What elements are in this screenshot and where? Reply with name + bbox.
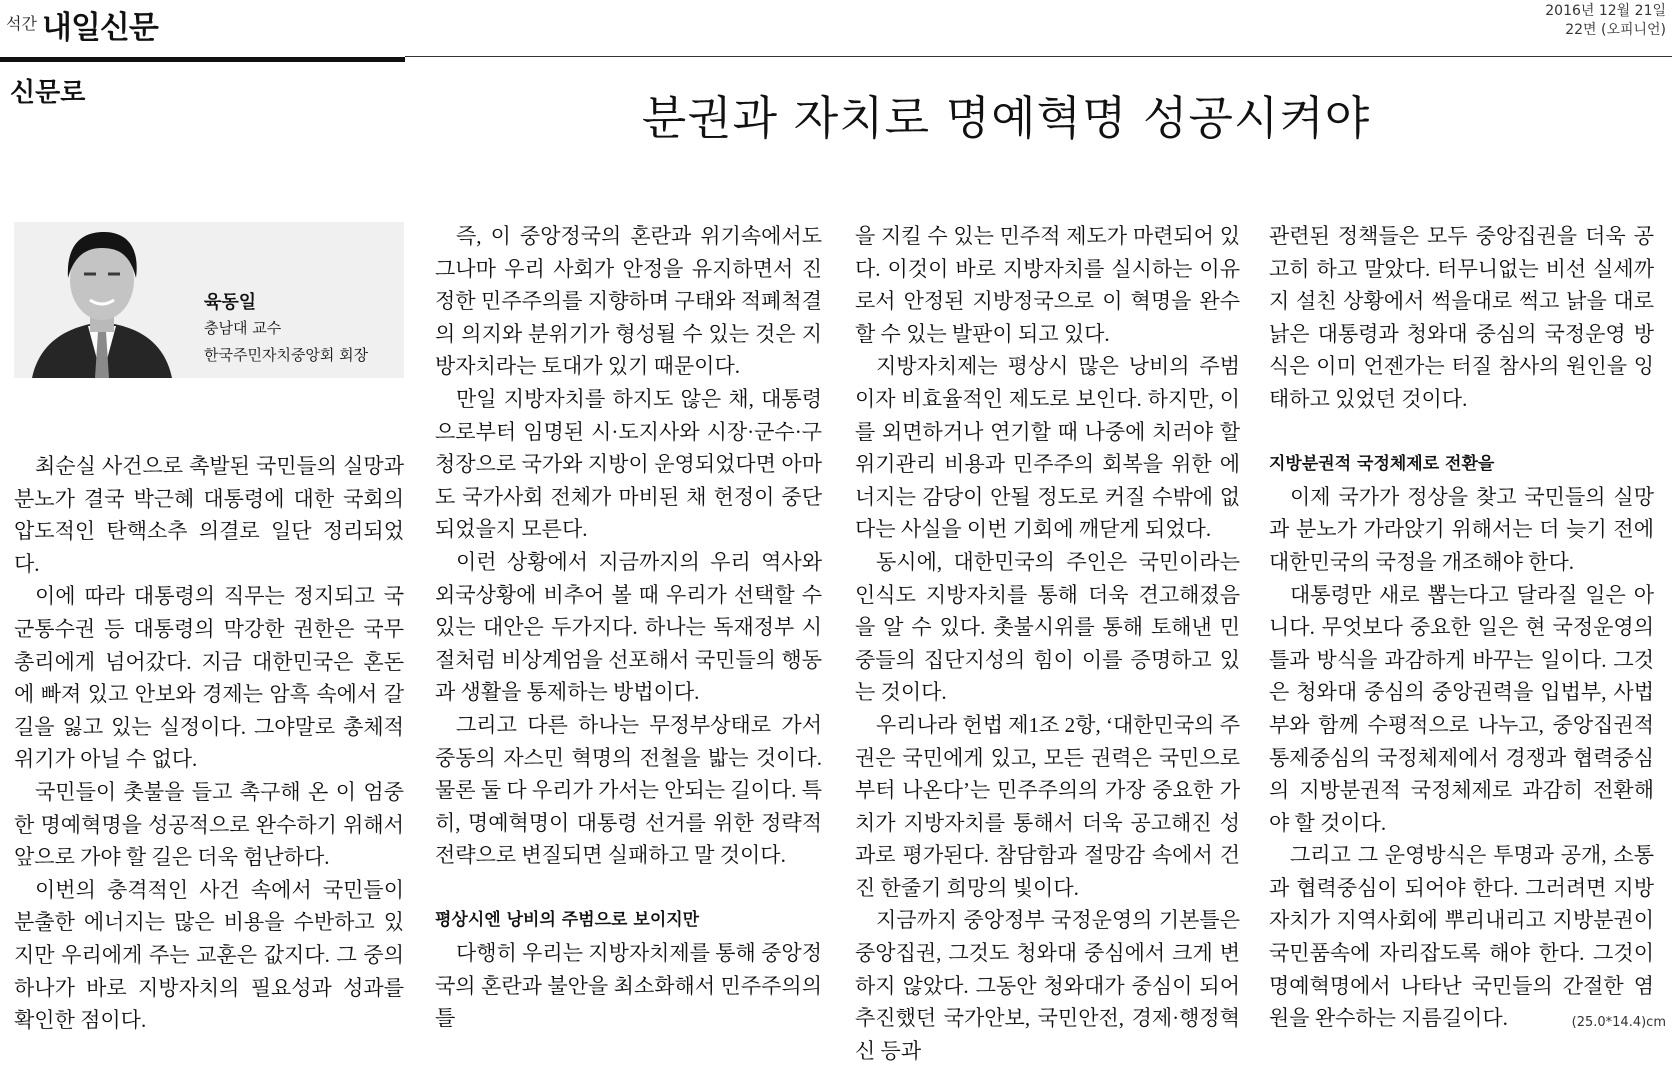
subheading: 평상시엔 낭비의 주범으로 보이지만 xyxy=(435,910,700,931)
paragraph: 최순실 사건으로 촉발된 국민들의 실망과 분노가 결국 박근혜 대통령에 대한 국회의 압도적인 탄핵소추 의결로 일단 정리되었다. xyxy=(14,454,404,576)
size-note: (25.0*14.4)cm xyxy=(1571,1015,1666,1030)
masthead-name: 내일신문 xyxy=(42,10,158,46)
article-column-3 xyxy=(855,220,1240,1067)
paragraph: 대통령만 새로 뽑는다고 달라질 일은 아니다. 무엇보다 중요한 일은 현 국정운영의 틀과 방식을 과감하게 바꾸는 일이다. 그것은 청와대 중심의 중앙권력을 입법부, 사법부와 함께 수평적으로 나누고, 중앙집권적 통제중심의 국정체제에서 경쟁과 협력중심의 지방분권적 국정체제로 과감히 전환해야 할 것이다. xyxy=(1269,582,1654,835)
issue-page: 22면 (오피니언) xyxy=(1565,22,1666,38)
paragraph: 만일 지방자치를 하지도 않은 채, 대통령으로부터 임명된 시·도지사와 시장·군수·구청장으로 국가와 지방이 운영되었다면 아마도 국가사회 전체가 마비된 채 헌정이 중단되었을지 모른다. xyxy=(435,386,822,542)
paragraph: 지금까지 중앙정부 국정운영의 기본틀은 중앙집권, 그것도 청와대 중심에서 크게 변하지 않았다. 그동안 청와대가 중심이 되어 추진했던 국가안보, 국민안전, 경제·행정혁신 등과 xyxy=(855,908,1240,1063)
paragraph: 동시에, 대한민국의 주인은 국민이라는 인식도 지방자치를 통해 더욱 견고해졌음을 알 수 있다. 촛불시위를 통해 토해낸 민중들의 집단지성의 힘이 이를 증명하고 있는 것이다. xyxy=(855,549,1240,705)
paragraph: 이번의 충격적인 사건 속에서 국민들이 분출한 에너지는 많은 비용을 수반하고 있지만 우리에게 주는 교훈은 값지다. 그 중의 하나가 바로 지방자치의 필요성과 성과를 확인한 점이다. xyxy=(14,877,404,1033)
paragraph: 이에 따라 대통령의 직무는 정지되고 국군통수권 등 대통령의 막강한 권한은 국무총리에게 넘어갔다. 지금 대한민국은 혼돈에 빠져 있고 안보와 경제는 암흑 속에서 갈 길을 잃고 있는 실정이다. 그야말로 총체적 위기가 아닐 수 없다. xyxy=(14,584,404,772)
subheading: 지방분권적 국정체제로 전환을 xyxy=(1269,454,1495,475)
article-column-2 xyxy=(435,220,822,1035)
paragraph: 이제 국가가 정상을 찾고 국민들의 실망과 분노가 가라앉기 위해서는 더 늦기 전에 대한민국의 국정을 개조해야 한다. xyxy=(1269,484,1654,574)
section-label: 신문로 xyxy=(10,78,86,108)
section-rule xyxy=(0,57,405,62)
paragraph: 이런 상황에서 지금까지의 우리 역사와 외국상황에 비추어 볼 때 우리가 선택할 수 있는 대안은 두가지다. 하나는 독재정부 시절처럼 비상계엄을 선포해서 국민들의 행동과 생활을 통제하는 방법이다. xyxy=(435,549,822,705)
paragraph: 그리고 그 운영방식은 투명과 공개, 소통과 협력중심이 되어야 한다. 그러려면 지방자치가 지역사회에 뿌리내리고 지방분권이 국민품속에 자리잡도록 해야 한다. 그것이 명예혁명에서 나타난 국민들의 간절한 염원을 완수하는 지름길이다. xyxy=(1269,843,1654,1031)
author-title: 충남대 교수 xyxy=(204,319,282,337)
paragraph: 그리고 다른 하나는 무정부상태로 가서 중동의 자스민 혁명의 전철을 밟는 것이다. 물론 둘 다 우리가 가서는 안되는 길이다. 특히, 명예혁명이 대통령 선거를 위한 정략적 전략으로 변질되면 실패하고 말 것이다. xyxy=(435,712,822,868)
paragraph: 우리나라 헌법 제1조 2항, ‘대한민국의 주권은 국민에게 있고, 모든 권력은 국민으로부터 나온다’는 민주주의의 가장 중요한 가치가 지방자치를 통해서 더욱 공고해진 성과로 평가된다. 참담함과 절망감 속에서 건진 한줄기 희망의 빛이다. xyxy=(855,712,1240,900)
header-divider xyxy=(405,56,1672,57)
paragraph: 국민들이 촛불을 들고 촉구해 온 이 엄중한 명예혁명을 성공적으로 완수하기 위해서 앞으로 가야 할 길은 더욱 험난하다. xyxy=(14,779,404,870)
article-column-4 xyxy=(1269,220,1654,1035)
author-portrait xyxy=(14,222,189,378)
issue-date: 2016년 12월 21일 xyxy=(1545,3,1666,19)
author-affiliation: 한국주민자치중앙회 회장 xyxy=(204,346,369,364)
author-name: 육동일 xyxy=(204,292,257,313)
paragraph: 다행히 우리는 지방자치제를 통해 중앙정국의 혼란과 불안을 최소화해서 민주주의의 틀 xyxy=(435,941,822,1031)
paragraph: 즉, 이 중앙정국의 혼란과 위기속에서도 그나마 우리 사회가 안정을 유지하면서 진정한 민주주의를 지향하며 구태와 적폐척결의 의지와 분위기가 형성될 수 있는 것은 지방자치라는 토대가 있기 때문이다. xyxy=(435,224,822,379)
newspaper-logo xyxy=(6,2,158,47)
author-box xyxy=(14,222,404,378)
paragraph: 관련된 정책들은 모두 중앙집권을 더욱 공고히 하고 말았다. 터무니없는 비선 실세까지 설친 상황에서 썩을대로 썩고 낡을 대로 낡은 대통령과 청와대 중심의 국정운영 방식은 이미 언젠가는 터질 참사의 원인을 잉태하고 있었던 것이다. xyxy=(1269,224,1654,411)
article-column-1 xyxy=(14,450,404,1037)
headline: 분권과 자치로 명예혁명 성공시켜야 xyxy=(641,91,1371,145)
masthead-prefix: 석간 xyxy=(6,14,37,33)
paragraph: 지방자치제는 평상시 많은 낭비의 주범이자 비효율적인 제도로 보인다. 하지만, 이를 외면하거나 연기할 때 나중에 치러야 할 위기관리 비용과 민주주의 회복을 위한 에너지는 감당이 안될 정도로 커질 수밖에 없다는 사실을 이번 기회에 깨닫게 되었다. xyxy=(855,354,1240,542)
spacer xyxy=(435,872,822,905)
paragraph: 을 지킬 수 있는 민주적 제도가 마련되어 있다. 이것이 바로 지방자치를 실시하는 이유로서 안정된 지방정국으로 이 혁명을 완수 할 수 있는 발판이 되고 있다. xyxy=(855,224,1240,346)
spacer xyxy=(1269,416,1654,449)
issue-info xyxy=(1545,2,1666,40)
